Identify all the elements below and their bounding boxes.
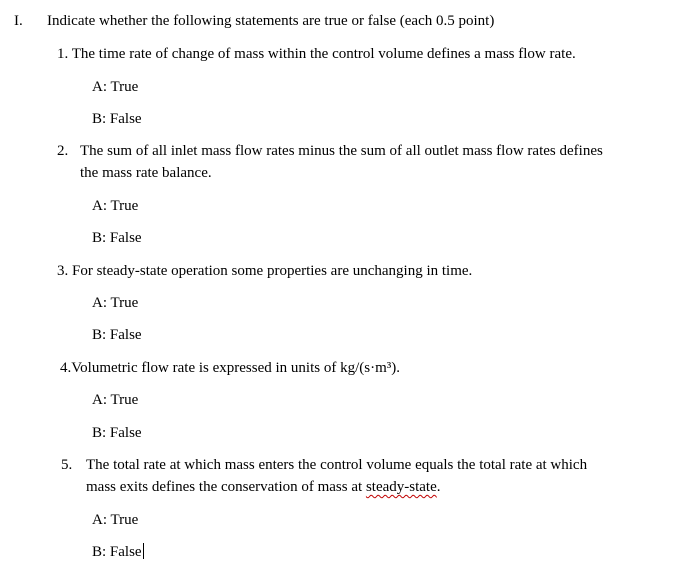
option-a[interactable]: A: True bbox=[92, 295, 139, 311]
question-4 bbox=[60, 359, 400, 377]
section-numeral: I. bbox=[14, 13, 23, 29]
option-b[interactable]: B: False bbox=[92, 327, 142, 343]
option-b-text: B: False bbox=[92, 544, 142, 560]
question-text: The sum of all inlet mass flow rates minus the sum of all outlet mass flow rates defines bbox=[80, 143, 603, 159]
spellcheck-underlined-term[interactable]: steady-state bbox=[365, 479, 437, 495]
option-b[interactable]: B: False bbox=[92, 111, 142, 127]
option-a[interactable]: A: True bbox=[92, 512, 139, 528]
option-a[interactable]: A: True bbox=[92, 198, 139, 214]
question-number: 1. bbox=[57, 46, 69, 62]
question-text-part: mass exits defines the conservation of mass at bbox=[86, 479, 366, 495]
question-1 bbox=[57, 45, 576, 63]
option-b[interactable] bbox=[92, 543, 144, 561]
question-number: 5. bbox=[61, 457, 73, 473]
question-number: 4. bbox=[60, 360, 72, 376]
question-text: For steady-state operation some properties are unchanging in time. bbox=[72, 263, 473, 279]
option-b[interactable]: B: False bbox=[92, 425, 142, 441]
question-number: 2. bbox=[57, 143, 69, 159]
question-number: 3. bbox=[57, 263, 69, 279]
question-text: Volumetric flow rate is expressed in units of kg/(s·m³). bbox=[71, 360, 400, 376]
question-3 bbox=[57, 262, 472, 280]
question-text: The total rate at which mass enters the control volume equals the total rate at which bbox=[86, 457, 588, 473]
question-text-cont: the mass rate balance. bbox=[80, 165, 212, 181]
text-cursor bbox=[143, 543, 144, 559]
option-a[interactable]: A: True bbox=[92, 392, 139, 408]
question-text-cont bbox=[86, 478, 441, 496]
question-text: The time rate of change of mass within the control volume defines a mass flow rate. bbox=[71, 46, 576, 62]
section-heading: Indicate whether the following statements are true or false (each 0.5 point) bbox=[47, 13, 495, 29]
option-a[interactable]: A: True bbox=[92, 79, 139, 95]
trailing-period: . bbox=[436, 479, 441, 495]
option-b[interactable]: B: False bbox=[92, 230, 142, 246]
